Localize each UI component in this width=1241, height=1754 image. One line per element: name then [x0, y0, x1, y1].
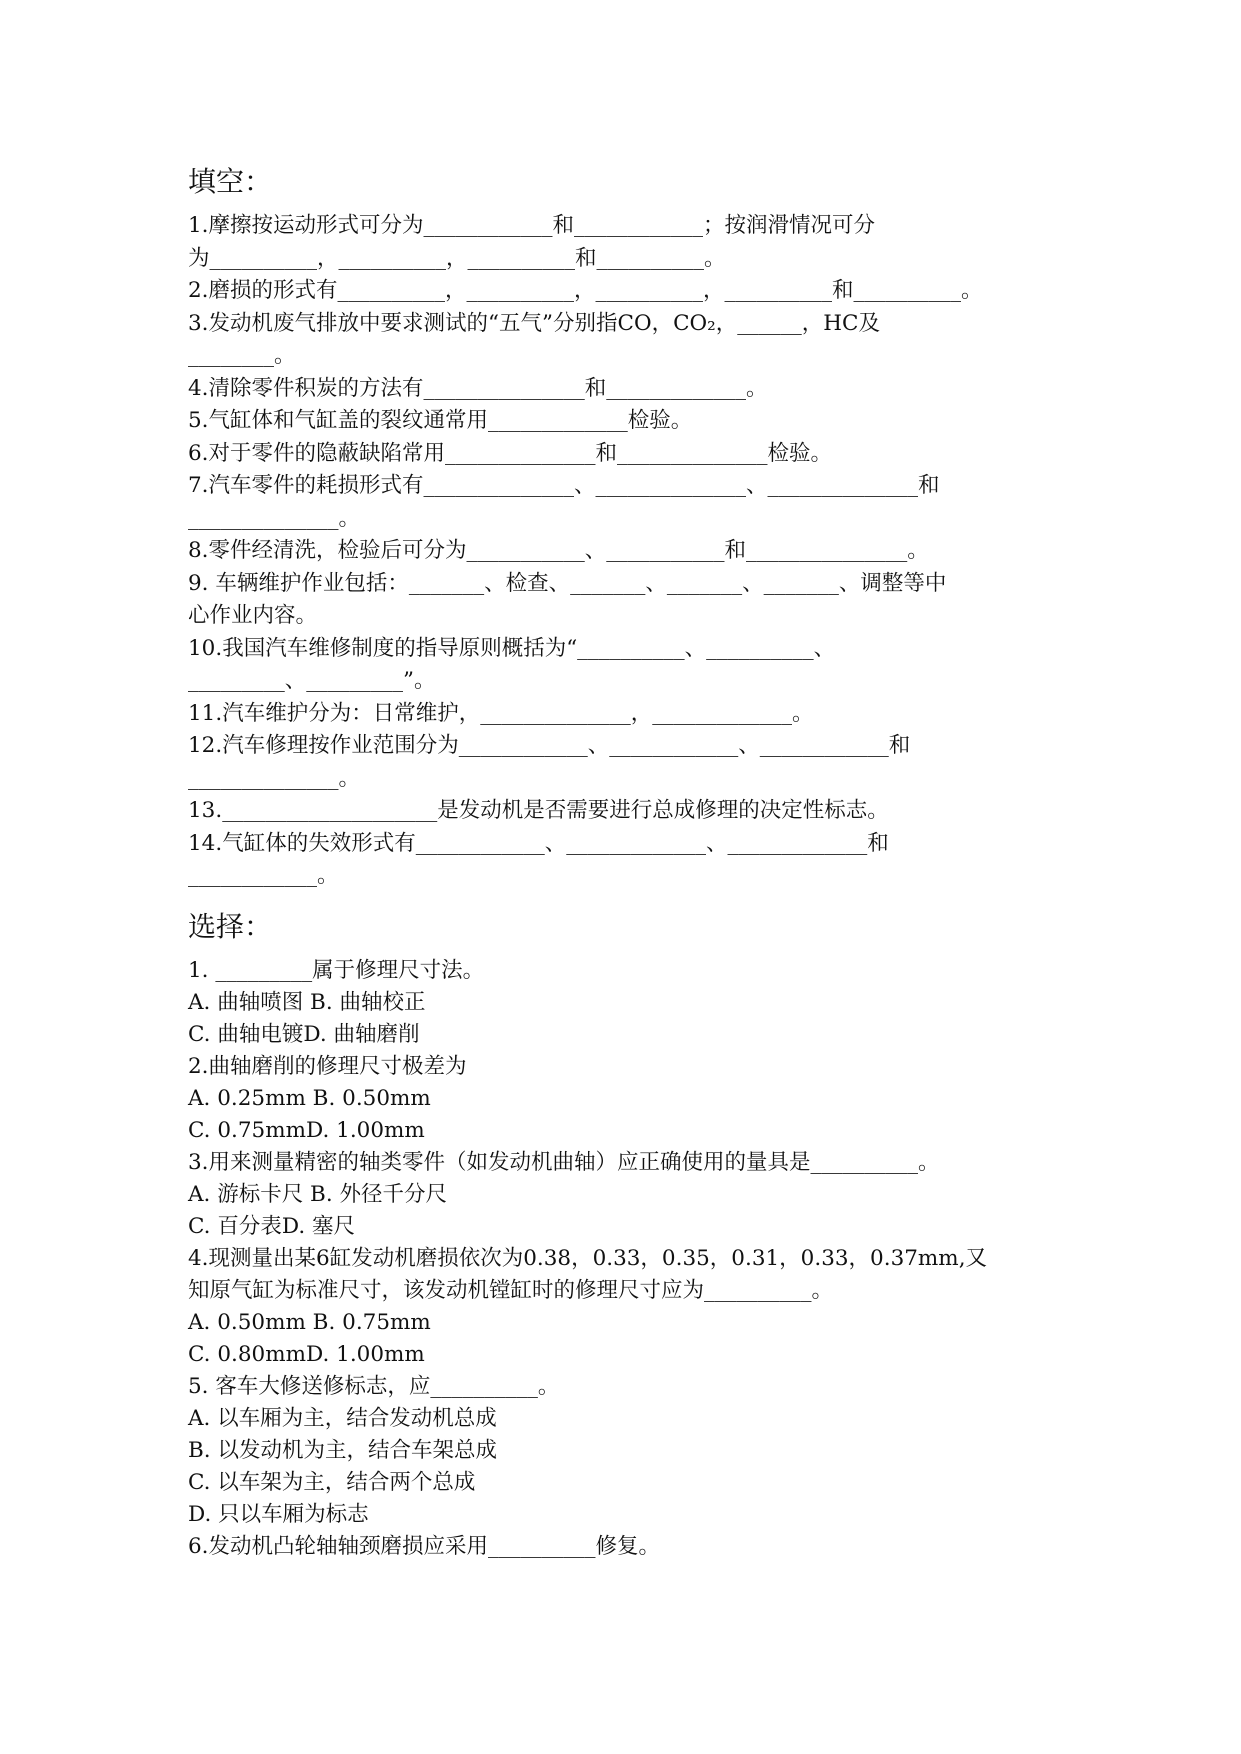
question-line: ________。: [188, 343, 296, 368]
choice-questions: [188, 955, 1068, 1563]
section-gap: [188, 893, 1068, 905]
question-line: 5.气缸体和气缸盖的裂纹通常用_____________检验。: [188, 408, 693, 433]
question-line: 10.我国汽车维修制度的指导原则概括为“__________、__________、: [188, 635, 836, 661]
question-line: 为__________，__________，__________和__________。: [188, 245, 726, 271]
question-line: ____________。: [188, 863, 339, 888]
question-line: 1.摩擦按运动形式可分为____________和____________；按润滑情况可分: [188, 213, 876, 238]
choice-line: C. 以车架为主，结合两个总成: [188, 1469, 476, 1495]
choice-line: 知原气缸为标准尺寸，该发动机镗缸时的修理尺寸应为__________。: [188, 1277, 834, 1303]
question-line: 2.磨损的形式有__________，__________，__________，__________和__________。: [188, 278, 983, 303]
question-line: ______________。: [188, 505, 361, 531]
choice-line: A. 以车厢为主，结合发动机总成: [188, 1405, 497, 1431]
choice-line: A. 游标卡尺 B. 外径千分尺: [188, 1181, 447, 1207]
document-body: [188, 160, 1068, 1563]
choice-line: 6.发动机凸轮轴轴颈磨损应采用__________修复。: [188, 1533, 661, 1559]
question-line: 14.气缸体的失效形式有____________、_____________、_____________和: [188, 830, 889, 856]
question-line: 11.汽车维护分为：日常维护，______________，_____________。: [188, 700, 814, 726]
question-line: 6.对于零件的隐蔽缺陷常用______________和______________检验。: [188, 440, 833, 466]
choice-line: 3.用来测量精密的轴类零件（如发动机曲轴）应正确使用的量具是__________。: [188, 1149, 940, 1175]
question-line: 12.汽车修理按作业范围分为____________、____________、____________和: [188, 733, 911, 758]
choice-line: C. 0.80mmD. 1.00mm: [188, 1341, 425, 1367]
choice-line: 2.曲轴磨削的修理尺寸极差为: [188, 1053, 467, 1079]
question-line: ______________。: [188, 765, 361, 791]
question-line: 8.零件经清洗，检验后可分为___________、___________和_______________。: [188, 538, 929, 563]
fill-questions: [188, 210, 1068, 893]
question-line: 心作业内容。: [188, 603, 318, 628]
question-line: 13.____________________是发动机是否需要进行总成修理的决定性标志。: [188, 798, 889, 823]
question-line: 3.发动机废气排放中要求测试的“五气”分别指CO，CO₂，______，HC及: [188, 310, 880, 336]
choice-line: A. 曲轴喷图 B. 曲轴校正: [188, 989, 426, 1015]
choice-line: B. 以发动机为主，结合车架总成: [188, 1437, 497, 1463]
question-line: _________、_________”。: [188, 668, 436, 693]
choice-line: 1. _________属于修理尺寸法。: [188, 957, 485, 983]
choice-line: 4.现测量出某6缸发动机磨损依次为0.38，0.33，0.35，0.31，0.33，0.37mm,又: [188, 1245, 988, 1271]
choice-section-title: 选择：: [188, 909, 273, 943]
choice-line: A. 0.50mm B. 0.75mm: [188, 1309, 431, 1335]
choice-line: C. 0.75mmD. 1.00mm: [188, 1117, 425, 1143]
fill-section-title: 填空：: [188, 165, 273, 198]
question-line: 9. 车辆维护作业包括：_______、检查、_______、_______、_______、调整等中: [188, 570, 947, 596]
choice-line: A. 0.25mm B. 0.50mm: [188, 1085, 431, 1111]
choice-line: C. 百分表D. 塞尺: [188, 1213, 355, 1239]
choice-line: D. 只以车厢为标志: [188, 1501, 369, 1527]
choice-line: 5. 客车大修送修标志，应__________。: [188, 1373, 560, 1399]
question-line: 7.汽车零件的耗损形式有______________、______________、______________和: [188, 473, 940, 498]
question-line: 4.清除零件积炭的方法有_______________和_____________。: [188, 375, 768, 401]
choice-line: C. 曲轴电镀D. 曲轴磨削: [188, 1021, 420, 1047]
